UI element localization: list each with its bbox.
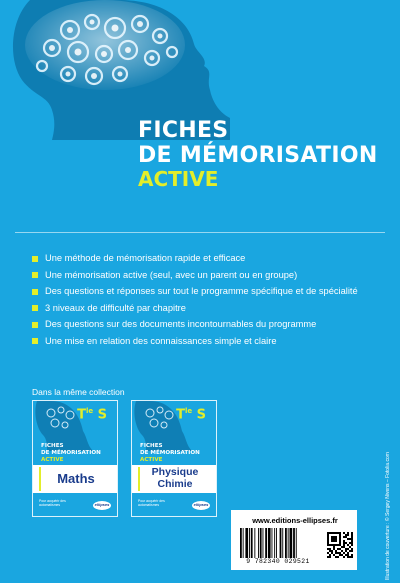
feature-list (32, 252, 358, 352)
square-bullet-icon (32, 338, 38, 344)
list-item: Une mise en relation des connaissances simple et claire (32, 335, 358, 348)
title-accent: ACTIVE (138, 167, 219, 191)
collection-cover-maths (32, 400, 118, 517)
barcode-box (231, 510, 357, 570)
subject-label: Physique Chimie (151, 466, 199, 490)
list-item: Des questions et réponses sur tout le programme spécifique et de spécialité (32, 285, 358, 298)
grade-label: $T^{le}$ S (176, 407, 206, 423)
list-item: 3 niveaux de difficulté par chapitre (32, 302, 358, 315)
list-item: Une méthode de mémorisation rapide et efficace (32, 252, 358, 265)
cover-title (138, 118, 378, 190)
square-bullet-icon (32, 289, 38, 295)
grade-label: $T^{le}$ S (77, 407, 107, 423)
qr-code-icon (327, 532, 353, 558)
publisher-logo: ellipses (192, 501, 210, 510)
square-bullet-icon (32, 256, 38, 262)
tagline: Pour acquérir des automatismes (138, 499, 165, 508)
square-bullet-icon (32, 305, 38, 311)
barcode-icon (239, 528, 319, 558)
divider (15, 232, 385, 233)
tagline: Pour acquérir des automatismes (39, 499, 66, 508)
illustration-credit: Illustration de couverture : © Sergey Nivens – Fotolia.com (385, 452, 391, 580)
mini-title: FICHES DE MÉMORISATION ACTIVE (41, 443, 101, 463)
website: www.editions-ellipses.fr (252, 516, 338, 525)
square-bullet-icon (32, 272, 38, 278)
collection-label: Dans la même collection (32, 387, 125, 397)
title-line-2: DE MÉMORISATION (138, 143, 378, 168)
list-item: Des questions sur des documents incontournables du programme (32, 318, 358, 331)
collection-cover-physique-chimie (131, 400, 217, 517)
subject-label: Maths (57, 471, 95, 486)
square-bullet-icon (32, 322, 38, 328)
title-line-1: FICHES (138, 118, 229, 143)
mini-title: FICHES DE MÉMORISATION ACTIVE (140, 443, 200, 463)
isbn-digits: 9 782340 029521 (246, 558, 310, 565)
list-item: Une mémorisation active (seul, avec un parent ou en groupe) (32, 269, 358, 282)
publisher-logo: ellipses (93, 501, 111, 510)
